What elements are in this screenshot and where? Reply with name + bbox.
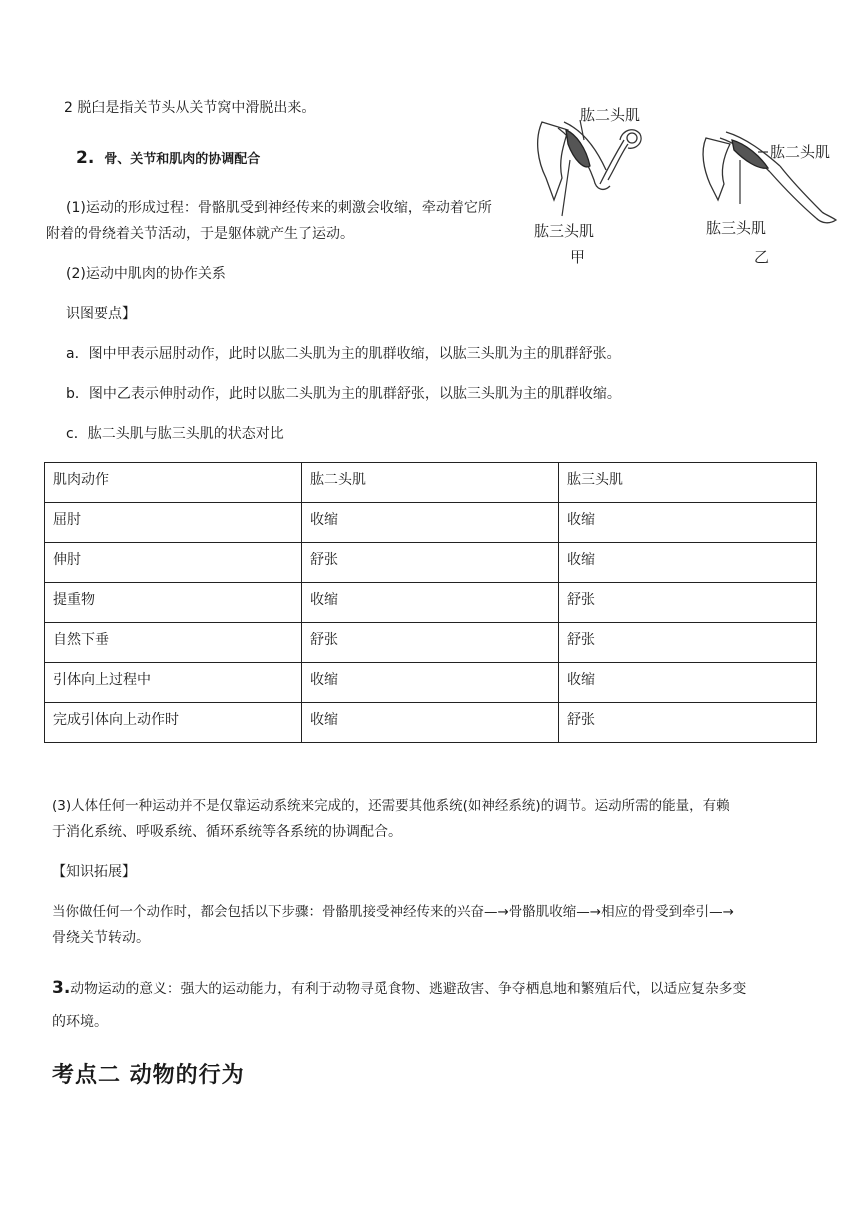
table-cell: 伸肘 (45, 543, 302, 583)
table-cell: 舒张 (559, 623, 817, 663)
section2-title: 骨、关节和肌肉的协调配合 (104, 152, 261, 167)
table-header-cell: 肌肉动作 (45, 463, 302, 503)
extension-title: 【知识拓展】 (52, 864, 136, 880)
extension-line1: 当你做任何一个动作时，都会包括以下步骤：骨骼肌接受神经传来的兴奋—→骨骼肌收缩—→相应的骨受到牵引—→ (52, 904, 734, 920)
section3-line2: 的环境。 (52, 1014, 108, 1030)
table-cell: 收缩 (302, 503, 559, 543)
jia-triceps-pointer (562, 160, 570, 216)
extension-line2: 骨绕关节转动。 (52, 930, 150, 946)
muscle-state-table (44, 462, 817, 743)
figure-jia-arm-drawing (538, 122, 641, 200)
table-cell: 舒张 (559, 703, 817, 743)
jia-triceps-label: 肱三头肌 (534, 222, 595, 240)
table-cell: 收缩 (302, 583, 559, 623)
table-row (45, 623, 817, 663)
paragraph1-line2: 附着的骨绕着关节活动，于是躯体就产生了运动。 (46, 226, 354, 242)
table-cell: 完成引体向上动作时 (45, 703, 302, 743)
table-header-cell: 肱三头肌 (559, 463, 817, 503)
section2-heading (76, 148, 260, 168)
yi-biceps-label: 肱二头肌 (770, 143, 831, 161)
table-row (45, 583, 817, 623)
table-header-row (45, 463, 817, 503)
table-cell: 提重物 (45, 583, 302, 623)
key-points-label: 识图要点】 (66, 306, 136, 322)
section3-number: 3. (52, 978, 71, 998)
table-cell: 舒张 (302, 623, 559, 663)
section2-number: 2. (76, 148, 95, 168)
table-cell: 屈肘 (45, 503, 302, 543)
table-row (45, 543, 817, 583)
jia-biceps-label: 肱二头肌 (580, 106, 641, 124)
paragraph1-line1: (1)运动的形成过程：骨骼肌受到神经传来的刺激会收缩，牵动着它所 (66, 200, 492, 216)
table-row (45, 663, 817, 703)
table-cell: 自然下垂 (45, 623, 302, 663)
section3-text: 动物运动的意义：强大的运动能力，有利于动物寻觅食物、逃避敌害、争夺栖息地和繁殖后代，以适应复杂多变 (70, 981, 747, 997)
table-row (45, 703, 817, 743)
jia-caption: 甲 (570, 248, 586, 266)
point-a: a．图中甲表示屈肘动作，此时以肱二头肌为主的肌群收缩，以肱三头肌为主的肌群舒张。 (66, 346, 621, 362)
table-cell: 舒张 (559, 583, 817, 623)
table-cell: 收缩 (559, 663, 817, 703)
intro-line: 2 脱臼是指关节头从关节窝中滑脱出来。 (64, 100, 316, 116)
table-cell: 收缩 (302, 663, 559, 703)
table-cell: 收缩 (559, 503, 817, 543)
table-row (45, 503, 817, 543)
point-c: c．肱二头肌与肱三头肌的状态对比 (66, 426, 284, 442)
paragraph3-line1: (3)人体任何一种运动并不是仅靠运动系统来完成的，还需要其他系统(如神经系统)的调节。运动所需的能量，有赖 (52, 798, 730, 814)
topic2-heading: 考点二 动物的行为 (52, 1063, 245, 1088)
arm-muscle-figure (524, 100, 854, 280)
point-b: b．图中乙表示伸肘动作，此时以肱二头肌为主的肌群舒张，以肱三头肌为主的肌群收缩。 (66, 386, 621, 402)
yi-caption: 乙 (754, 248, 770, 266)
yi-triceps-label: 肱三头肌 (706, 219, 767, 237)
paragraph3-line2: 于消化系统、呼吸系统、循环系统等各系统的协调配合。 (52, 824, 402, 840)
paragraph2: (2)运动中肌肉的协作关系 (66, 266, 226, 282)
table-cell: 收缩 (302, 703, 559, 743)
table-cell: 舒张 (302, 543, 559, 583)
table-cell: 引体向上过程中 (45, 663, 302, 703)
section3-line1 (52, 978, 746, 999)
table-cell: 收缩 (559, 543, 817, 583)
table-header-cell: 肱二头肌 (302, 463, 559, 503)
